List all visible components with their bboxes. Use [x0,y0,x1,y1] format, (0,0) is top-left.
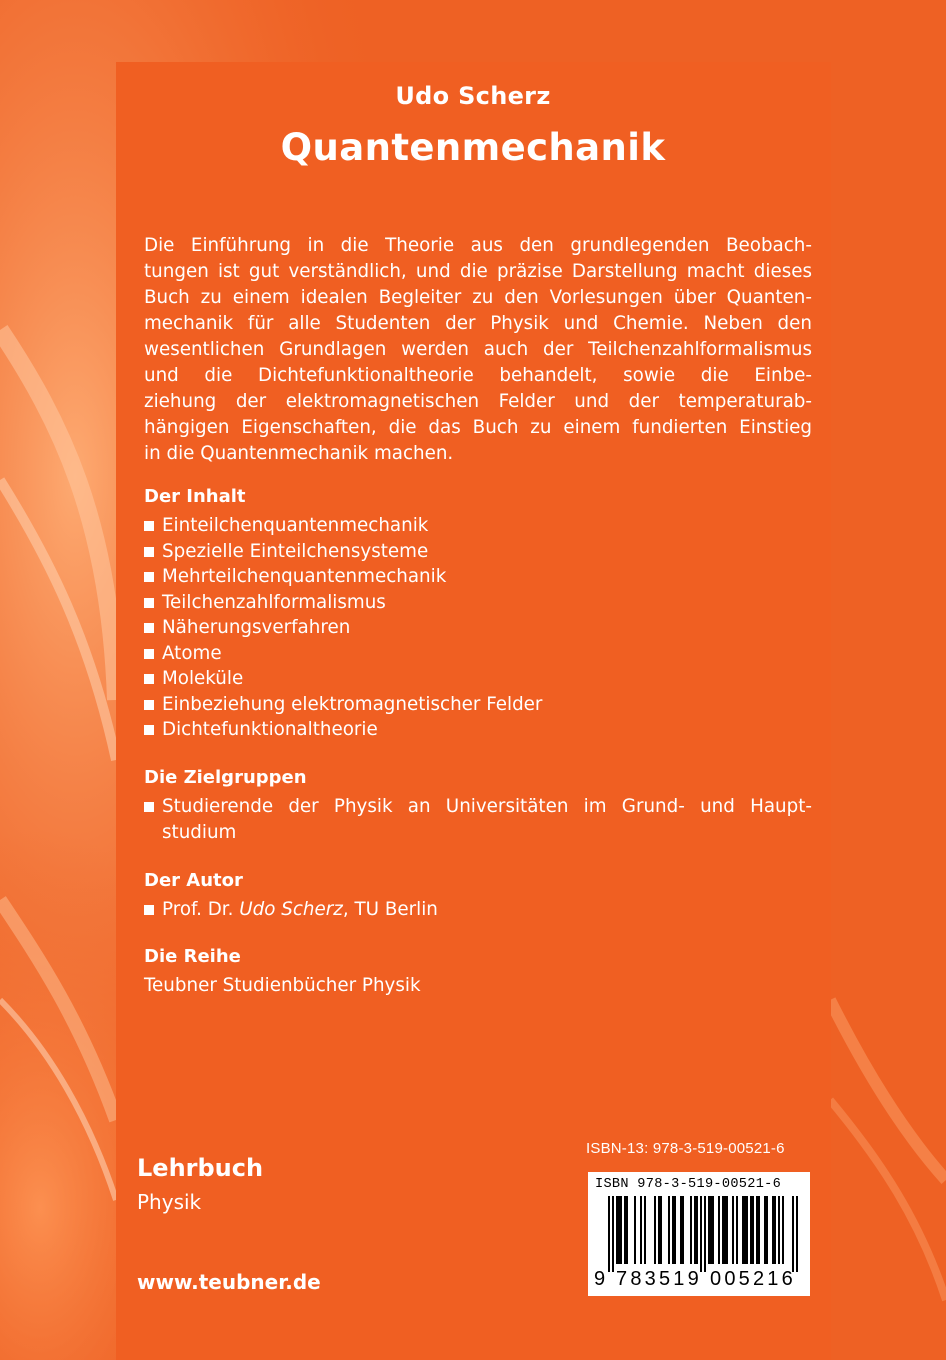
description-line: wesentlichen Grundlagen werden auch der Teilchenzahlformalismus [144,339,812,360]
barcode-bar [700,1196,702,1272]
barcode-bar [750,1196,752,1264]
barcode-bar [732,1196,734,1264]
barcode-bar [782,1196,784,1264]
barcode-bar [672,1196,674,1264]
barcode-bar [722,1196,724,1264]
barcode-bar [710,1196,712,1264]
list-item: Mehrteilchenquantenmechanik [144,564,824,590]
barcode-bar [796,1196,798,1272]
description-line: tungen ist gut verständlich, und die präzise Darstellung macht dieses [144,261,812,282]
barcode-bar [712,1196,714,1264]
description-line: mechanik für alle Studenten der Physik und Chemie. Neben den [144,313,812,334]
description-line: in die Quantenmechanik machen. [144,443,454,464]
barcode-digit-first: 9 [594,1268,606,1290]
series-name: Teubner Studienbücher Physik [144,975,421,996]
section-series [144,946,824,998]
barcode-bar [704,1196,706,1272]
description-line: hängigen Eigenschaften, die das Buch zu einem fundierten Einstieg [144,417,812,438]
barcode-bar [744,1196,746,1264]
barcode-bar [608,1196,610,1272]
barcode-bar [654,1196,656,1264]
barcode-bar [680,1196,682,1264]
list-item: Moleküle [144,666,824,692]
barcode-bars [594,1196,804,1272]
barcode-bar [774,1196,776,1264]
barcode-bar [742,1196,744,1264]
barcode-bar [792,1196,794,1272]
section-author [144,870,824,923]
publisher-website[interactable]: www.teubner.de [137,1270,321,1294]
description-line: und die Dichtefunktionaltheorie behandelt, sowie die Einbe- [144,365,812,386]
barcode-bar [724,1196,726,1264]
barcode-bar [772,1196,774,1264]
barcode-bar [726,1196,728,1264]
barcode-bar [618,1196,620,1264]
barcode-bar [640,1196,642,1264]
barcode-digits-left: 783519 [616,1268,702,1290]
barcode-bar [718,1196,720,1264]
isbn-barcode [588,1172,810,1296]
barcode-bar [624,1196,626,1264]
section-heading: Der Inhalt [144,486,246,507]
book-subject: Physik [137,1190,202,1214]
barcode-bar [682,1196,684,1264]
barcode-bar [668,1196,670,1264]
barcode-bar [708,1196,710,1264]
barcode-bar [620,1196,622,1264]
list-item [144,794,812,845]
barcode-digits-right: 005216 [710,1268,796,1290]
barcode-bar [644,1196,646,1264]
barcode-bar [626,1196,628,1264]
list-item: Dichtefunktionaltheorie [144,717,824,743]
barcode-bar [694,1196,696,1264]
author-title: Prof. Dr. [162,899,240,920]
author-name: Udo Scherz [239,899,343,920]
barcode-bar [674,1196,676,1264]
list-item-line: studium [162,821,237,843]
book-type: Lehrbuch [137,1154,264,1182]
barcode-digits [594,1268,806,1294]
list-item-line: Studierende der Physik an Universitäten im Grund- und Haupt- [162,796,812,817]
list-item: Spezielle Einteilchensysteme [144,539,824,565]
section-heading: Die Zielgruppen [144,767,307,788]
barcode-bar [660,1196,662,1264]
barcode-bar [746,1196,748,1264]
section-heading: Der Autor [144,870,243,891]
barcode-bar [736,1196,738,1264]
description-line: Buch zu einem idealen Begleiter zu den Vorlesungen über Quanten- [144,287,812,308]
list-item: Teilchenzahlformalismus [144,590,824,616]
barcode-bar [634,1196,636,1264]
description-line: Die Einführung in die Theorie aus den grundlegenden Beobach- [144,235,812,256]
list-item [144,897,824,923]
barcode-bar [766,1196,768,1264]
list-item: Einbeziehung elektromagnetischer Felder [144,692,824,718]
barcode-bar [764,1196,766,1264]
list-item: Näherungsverfahren [144,615,824,641]
book-title: Quantenmechanik [280,126,666,169]
book-description [144,233,812,467]
barcode-bar [690,1196,692,1264]
list-item: Einteilchenquantenmechanik [144,513,824,539]
barcode-bar [616,1196,618,1264]
list-item: Atome [144,641,824,667]
barcode-bar [658,1196,660,1264]
book-author: Udo Scherz [395,82,551,110]
section-contents [144,486,824,743]
barcode-bar [756,1196,758,1264]
author-list [144,897,824,923]
barcode-isbn-text: ISBN 978-3-519-00521-6 [595,1177,782,1192]
section-heading: Die Reihe [144,946,241,967]
target-groups-list [144,794,812,845]
section-target-groups [144,767,812,845]
barcode-bar [752,1196,754,1264]
contents-list [144,513,824,743]
author-affiliation: , TU Berlin [342,899,438,920]
isbn-label: ISBN-13: 978-3-519-00521-6 [586,1140,785,1157]
description-line: ziehung der elektromagnetischen Felder und der temperaturab- [144,391,812,412]
barcode-bar [612,1196,614,1272]
barcode-bar [778,1196,780,1264]
barcode-bar [696,1196,698,1264]
barcode-bar [758,1196,760,1264]
